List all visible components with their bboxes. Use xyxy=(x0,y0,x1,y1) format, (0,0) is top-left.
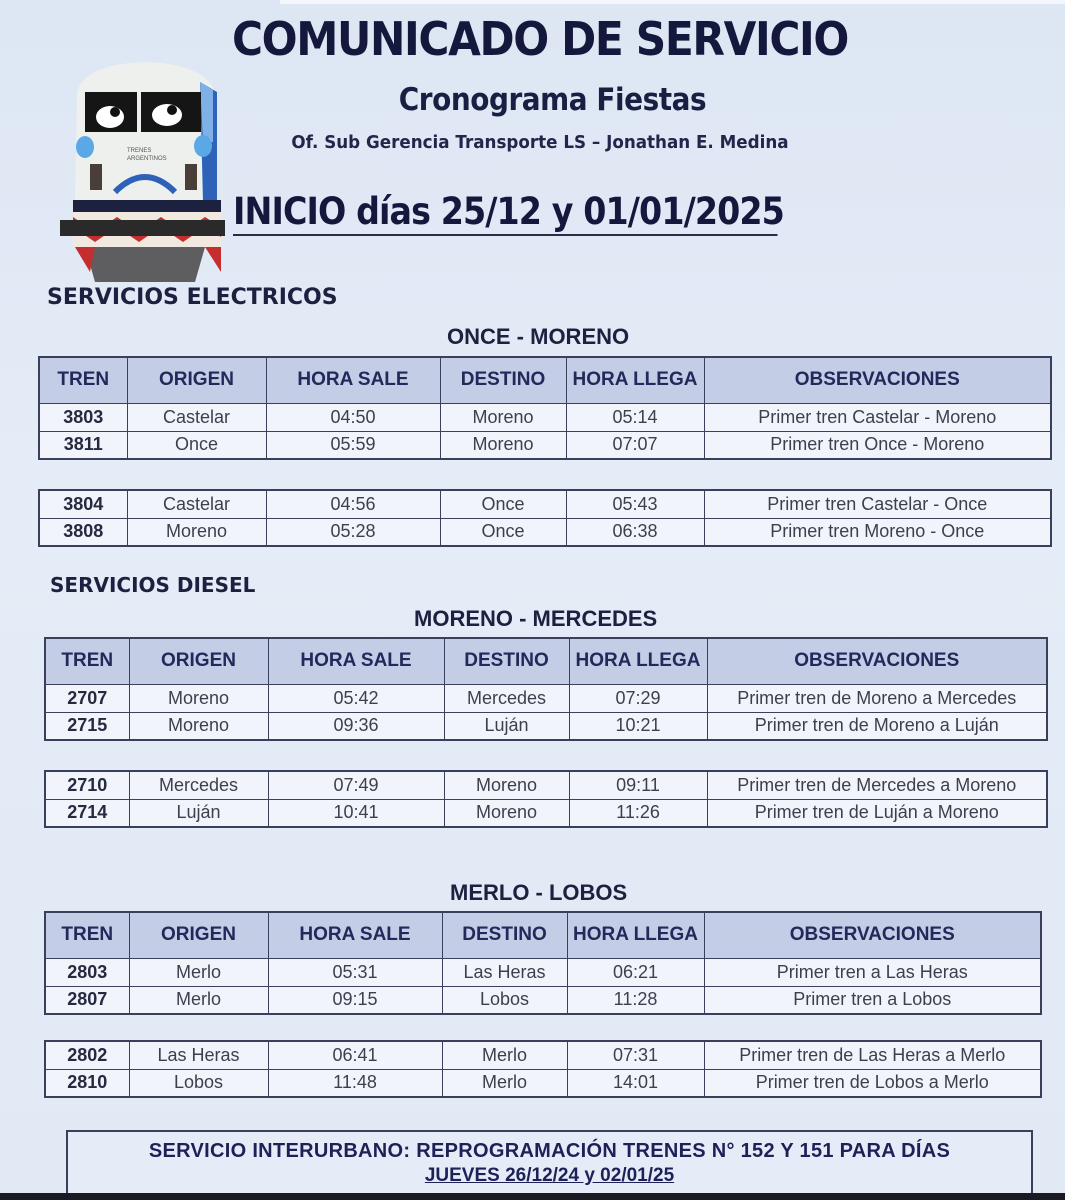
schedule-table-merlo-lobos-return xyxy=(44,1040,1042,1098)
cell-observaciones: Primer tren a Lobos xyxy=(704,986,1041,1014)
col-header-origen: ORIGEN xyxy=(129,912,268,958)
cell-destino: Once xyxy=(440,490,566,518)
route-title-moreno-mercedes: MORENO - MERCEDES xyxy=(414,606,658,631)
cell-destino: Mercedes xyxy=(444,684,569,712)
col-header-tren: TREN xyxy=(45,912,129,958)
col-header-observaciones: OBSERVACIONES xyxy=(704,357,1051,403)
col-header-observaciones: OBSERVACIONES xyxy=(707,638,1047,684)
cell-hora-llega: 06:21 xyxy=(567,958,704,986)
col-header-hora-llega: HORA LLEGA xyxy=(567,912,704,958)
cell-hora-sale: 09:15 xyxy=(268,986,442,1014)
cell-hora-sale: 04:56 xyxy=(266,490,440,518)
col-header-origen: ORIGEN xyxy=(129,638,268,684)
cell-destino: Moreno xyxy=(444,799,569,827)
col-header-hora-sale: HORA SALE xyxy=(268,912,442,958)
cell-destino: Moreno xyxy=(444,771,569,799)
table-row xyxy=(45,771,1047,799)
section-title-diesel: SERVICIOS DIESEL xyxy=(50,573,256,597)
cell-hora-llega: 07:29 xyxy=(569,684,707,712)
table-row xyxy=(39,518,1051,546)
cell-tren: 2803 xyxy=(45,958,129,986)
cell-observaciones: Primer tren Once - Moreno xyxy=(704,431,1051,459)
table-row xyxy=(45,958,1041,986)
cell-destino: Moreno xyxy=(440,431,566,459)
cell-origen: Merlo xyxy=(129,986,268,1014)
section-title-electricos: SERVICIOS ELECTRICOS xyxy=(47,285,338,310)
table-header-row xyxy=(45,638,1047,684)
cell-tren: 2707 xyxy=(45,684,129,712)
col-header-destino: DESTINO xyxy=(442,912,567,958)
col-header-tren: TREN xyxy=(45,638,129,684)
cell-tren: 2810 xyxy=(45,1069,129,1097)
interurban-notice-box xyxy=(66,1130,1033,1200)
schedule-table-merlo-lobos-outbound xyxy=(44,911,1042,1015)
cell-origen: Moreno xyxy=(129,712,268,740)
cell-destino: Once xyxy=(440,518,566,546)
cell-hora-llega: 05:43 xyxy=(566,490,704,518)
cell-destino: Merlo xyxy=(442,1041,567,1069)
col-header-hora-llega: HORA LLEGA xyxy=(566,357,704,403)
page-title: COMUNICADO DE SERVICIO xyxy=(232,12,848,66)
cell-observaciones: Primer tren Moreno - Once xyxy=(704,518,1051,546)
start-dates-heading: INICIO días 25/12 y 01/01/2025 xyxy=(233,190,778,236)
notice-line-2-dates: JUEVES 26/12/24 y 02/01/25 xyxy=(424,1165,675,1186)
cell-hora-llega: 07:31 xyxy=(567,1041,704,1069)
table-row xyxy=(39,403,1051,431)
col-header-destino: DESTINO xyxy=(440,357,566,403)
table-row xyxy=(45,684,1047,712)
table-row xyxy=(45,1069,1041,1097)
cell-origen: Merlo xyxy=(129,958,268,986)
cell-hora-sale: 05:28 xyxy=(266,518,440,546)
cell-tren: 2807 xyxy=(45,986,129,1014)
cell-hora-sale: 05:31 xyxy=(268,958,442,986)
cell-observaciones: Primer tren a Las Heras xyxy=(704,958,1041,986)
table-header-row xyxy=(45,912,1041,958)
cell-hora-sale: 05:59 xyxy=(266,431,440,459)
col-header-hora-sale: HORA SALE xyxy=(268,638,444,684)
cell-hora-llega: 06:38 xyxy=(566,518,704,546)
cell-tren: 3803 xyxy=(39,403,127,431)
cell-origen: Las Heras xyxy=(129,1041,268,1069)
cell-origen: Castelar xyxy=(127,490,266,518)
cell-observaciones: Primer tren Castelar - Once xyxy=(704,490,1051,518)
schedule-table-moreno-mercedes-outbound xyxy=(44,637,1048,741)
cell-observaciones: Primer tren de Las Heras a Merlo xyxy=(704,1041,1041,1069)
cell-observaciones: Primer tren Castelar - Moreno xyxy=(704,403,1051,431)
schedule-table-moreno-mercedes-return xyxy=(44,770,1048,828)
table-row xyxy=(45,986,1041,1014)
cell-origen: Lobos xyxy=(129,1069,268,1097)
cell-origen: Once xyxy=(127,431,266,459)
cell-tren: 3808 xyxy=(39,518,127,546)
schedule-table-once-moreno-return xyxy=(38,489,1052,547)
cell-origen: Mercedes xyxy=(129,771,268,799)
cell-origen: Luján xyxy=(129,799,268,827)
table-row xyxy=(39,490,1051,518)
cell-tren: 2715 xyxy=(45,712,129,740)
cell-hora-llega: 05:14 xyxy=(566,403,704,431)
train-mascot-icon xyxy=(55,52,230,287)
table-row xyxy=(45,799,1047,827)
cell-destino: Merlo xyxy=(442,1069,567,1097)
cell-tren: 2714 xyxy=(45,799,129,827)
cell-hora-sale: 06:41 xyxy=(268,1041,442,1069)
svg-text:ARGENTINOS: ARGENTINOS xyxy=(127,156,167,162)
route-title-once-moreno: ONCE - MORENO xyxy=(447,324,630,349)
route-title-merlo-lobos: MERLO - LOBOS xyxy=(450,880,628,905)
author-line: Of. Sub Gerencia Transporte LS – Jonathan E. Medina xyxy=(291,132,789,153)
cell-hora-llega: 10:21 xyxy=(569,712,707,740)
cell-observaciones: Primer tren de Luján a Moreno xyxy=(707,799,1047,827)
cell-destino: Las Heras xyxy=(442,958,567,986)
cell-tren: 3811 xyxy=(39,431,127,459)
cell-hora-llega: 09:11 xyxy=(569,771,707,799)
cell-origen: Moreno xyxy=(129,684,268,712)
cell-hora-llega: 14:01 xyxy=(567,1069,704,1097)
cell-observaciones: Primer tren de Moreno a Luján xyxy=(707,712,1047,740)
cell-destino: Moreno xyxy=(440,403,566,431)
cell-hora-sale: 09:36 xyxy=(268,712,444,740)
table-row xyxy=(39,431,1051,459)
col-header-tren: TREN xyxy=(39,357,127,403)
mascot-logo-text: TRENES xyxy=(127,148,152,154)
photo-edge xyxy=(0,1193,1065,1200)
cell-origen: Moreno xyxy=(127,518,266,546)
paper-edge xyxy=(280,0,1065,4)
cell-observaciones: Primer tren de Mercedes a Moreno xyxy=(707,771,1047,799)
col-header-hora-llega: HORA LLEGA xyxy=(569,638,707,684)
col-header-hora-sale: HORA SALE xyxy=(266,357,440,403)
cell-tren: 2710 xyxy=(45,771,129,799)
col-header-origen: ORIGEN xyxy=(127,357,266,403)
cell-hora-llega: 11:26 xyxy=(569,799,707,827)
cell-origen: Castelar xyxy=(127,403,266,431)
cell-observaciones: Primer tren de Moreno a Mercedes xyxy=(707,684,1047,712)
cell-observaciones: Primer tren de Lobos a Merlo xyxy=(704,1069,1041,1097)
schedule-table-once-moreno-outbound xyxy=(38,356,1052,460)
cell-hora-llega: 11:28 xyxy=(567,986,704,1014)
cell-hora-sale: 11:48 xyxy=(268,1069,442,1097)
table-row xyxy=(45,1041,1041,1069)
cell-hora-sale: 10:41 xyxy=(268,799,444,827)
cell-hora-sale: 04:50 xyxy=(266,403,440,431)
cell-tren: 3804 xyxy=(39,490,127,518)
table-header-row xyxy=(39,357,1051,403)
col-header-destino: DESTINO xyxy=(444,638,569,684)
cell-destino: Luján xyxy=(444,712,569,740)
notice-line-1: SERVICIO INTERURBANO: REPROGRAMACIÓN TRENES N° 152 Y 151 PARA DÍAS xyxy=(148,1140,951,1162)
cell-tren: 2802 xyxy=(45,1041,129,1069)
col-header-observaciones: OBSERVACIONES xyxy=(704,912,1041,958)
cell-hora-sale: 07:49 xyxy=(268,771,444,799)
table-row xyxy=(45,712,1047,740)
page-subtitle: Cronograma Fiestas xyxy=(398,82,707,118)
cell-destino: Lobos xyxy=(442,986,567,1014)
cell-hora-llega: 07:07 xyxy=(566,431,704,459)
cell-hora-sale: 05:42 xyxy=(268,684,444,712)
